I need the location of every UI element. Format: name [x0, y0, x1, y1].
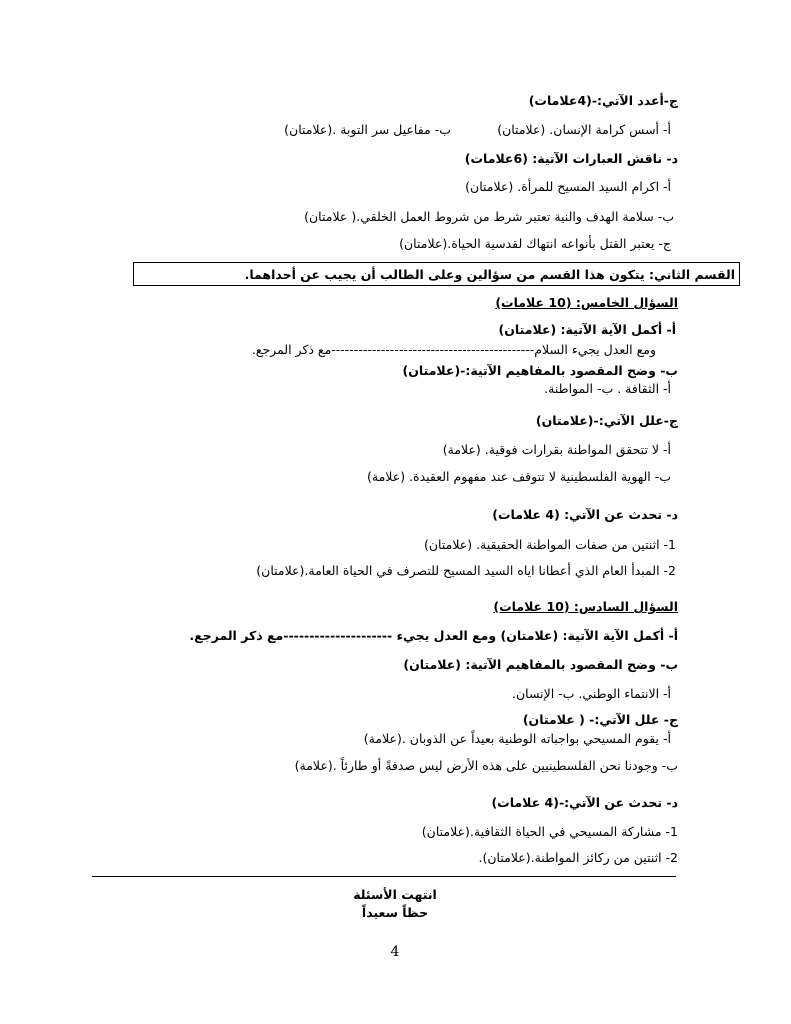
q6-a-line: أ- أكمل الآية الآتية: (علامتان) ومع العدل يجيء ---------------------مع ذكر المرجع.: [189, 628, 678, 643]
q5-a-verse: ومع العدل يجيء السلام---------------------------------------------مع ذكر المرجع.: [251, 342, 656, 357]
item-penance-effects: ب- مفاعيل سر التوبة .(علامتان): [284, 122, 451, 137]
q6-d-item-1: 1- مشاركة المسيحي في الحياة الثقافية.(علامتان): [421, 824, 678, 839]
q5-d-item-1: 1- اثنتين من صفات المواطنة الحقيقية. (علامتان): [423, 537, 676, 552]
q6-c-item-b: ب- وجودنا نحن الفلسطينيين على هذه الأرض ليس صدفةً أو طارئاً .(علامة): [294, 758, 678, 773]
q5-b-heading: ب- وضح المقصود بالمفاهيم الآتية:-(علامتان): [402, 363, 678, 378]
q6-b-heading: ب- وضح المقصود بالمفاهيم الآتية: (علامتان): [403, 657, 678, 672]
q6-b-concepts: أ- الانتماء الوطني. ب- الإنسان.: [512, 686, 671, 701]
section-two-box: [133, 262, 740, 286]
q5-c-item-b: ب- الهوية الفلسطينية لا تتوقف عند مفهوم العقيدة. (علامة): [367, 469, 671, 484]
q6-c-heading: ج- علل الآتي:- ( علامتان): [522, 712, 678, 727]
footer-divider: [92, 876, 676, 877]
q5-d-item-2: 2- المبدأ العام الذي أعطانا اياه السيد المسيح للتصرف في الحياة العامة.(علامتان): [256, 563, 676, 578]
q6-d-item-2: 2- اثنتين من ركائز المواطنة.(علامتان).: [478, 850, 678, 865]
q5-b-concepts: أ- الثقافة . ب- المواطنة.: [544, 381, 671, 396]
statement-c: ج- يعتبر القتل بأنواعه انتهاك لقدسية الحياة.(علامتان): [399, 236, 671, 251]
question-six-heading: السؤال السادس: (10 علامات): [493, 599, 678, 614]
q5-c-item-a: أ- لا تتحقق المواطنة بقرارات فوقية. (علامة): [442, 442, 671, 457]
page-number: 4: [390, 944, 400, 960]
end-of-questions: انتهت الأسئلة: [353, 887, 437, 902]
question-five-heading: السؤال الخامس: (10 علامات): [495, 295, 678, 310]
statement-b: ب- سلامة الهدف والنية تعتبر شرط من شروط العمل الخلقي.( علامتان): [304, 209, 674, 224]
q6-c-item-a: أ- يقوم المسيحي بواجباته الوطنية بعيداً عن الذوبان .(علامة): [363, 731, 671, 746]
q5-d-heading: د- تحدث عن الآتي: (4 علامات): [492, 507, 678, 522]
q5-a-heading: أ- أكمل الآية الآتية: (علامتان): [498, 322, 676, 337]
q5-c-heading: ج-علل الآتي:-(علامتان): [535, 413, 678, 428]
good-luck: حظاً سعيداً: [361, 905, 429, 920]
item-human-dignity: أ- أسس كرامة الإنسان. (علامتان): [497, 122, 671, 137]
statement-a: أ- اكرام السيد المسيح للمرأة. (علامتان): [465, 179, 671, 194]
question-c-heading: ج-أعدد الآتي:-(4علامات): [528, 93, 678, 108]
q6-d-heading: د- تحدث عن الآتي:-(4 علامات): [491, 795, 678, 810]
question-d-heading: د- ناقش العبارات الآتية: (6علامات): [464, 151, 678, 166]
section-two-instruction: القسم الثاني: يتكون هذا القسم من سؤالين وعلى الطالب أن يجيب عن أحداهما.: [244, 267, 735, 282]
